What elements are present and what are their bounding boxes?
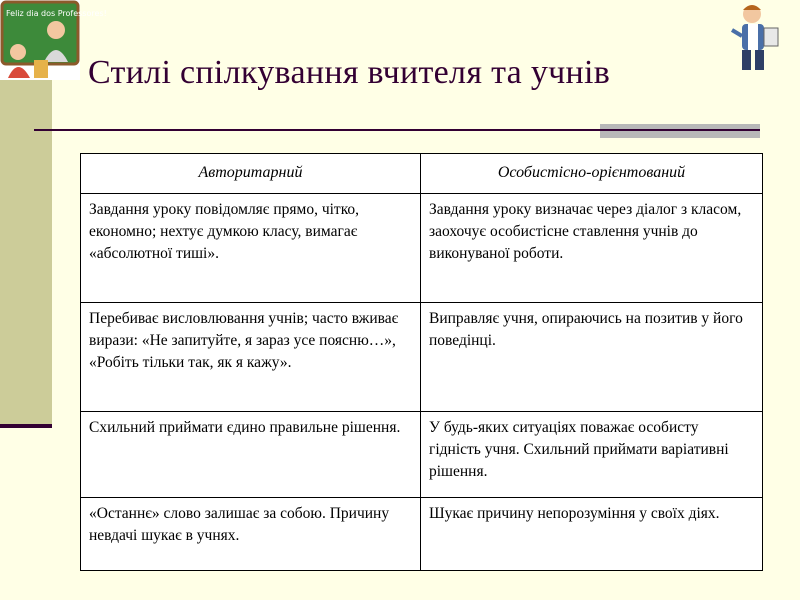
table-row bbox=[81, 411, 763, 497]
table-row bbox=[81, 193, 763, 302]
table-cell: Завдання уроку визначає через діалог з класом, заохочує особистісне ставлення учнів до виконуваної роботи. bbox=[421, 193, 763, 302]
teacher-figure-icon bbox=[728, 0, 784, 74]
page-title: Стилі спілкування вчителя та учнів bbox=[88, 54, 611, 91]
table-cell: Виправляє учня, опираючись на позитив у його поведінці. bbox=[421, 302, 763, 411]
table-cell: У будь-яких ситуаціях поважає особисту гідність учня. Схильний приймати варіативні рішення. bbox=[421, 411, 763, 497]
teacher-chalkboard-icon bbox=[0, 0, 107, 80]
table-cell: Схильний приймати єдино правильне рішення. bbox=[81, 411, 421, 497]
header-person-oriented: Особистісно-орієнтований bbox=[421, 154, 763, 194]
table-cell: Перебиває висловлювання учнів; часто вживає вирази: «Не запитуйте, я зараз усе поясню…», «Робіть тільки так, як я кажу». bbox=[81, 302, 421, 411]
comparison-table bbox=[80, 153, 763, 571]
table-cell: Шукає причину непорозуміння у своїх діях. bbox=[421, 497, 763, 570]
header-authoritarian: Авторитарний bbox=[81, 154, 421, 194]
table-row bbox=[81, 302, 763, 411]
chalkboard-text: Feliz dia dos Professores! bbox=[6, 9, 107, 18]
title-rule bbox=[34, 129, 760, 131]
table-cell: Завдання уроку повідомляє прямо, чітко, економно; нехтує думкою класу, вимагає «абсолютної тиші». bbox=[81, 193, 421, 302]
table-row bbox=[81, 497, 763, 570]
title-rule-accent bbox=[600, 124, 760, 138]
left-band-underline bbox=[0, 424, 52, 428]
table-header-row bbox=[81, 154, 763, 194]
table-cell: «Останнє» слово залишає за собою. Причину невдачі шукає в учнях. bbox=[81, 497, 421, 570]
